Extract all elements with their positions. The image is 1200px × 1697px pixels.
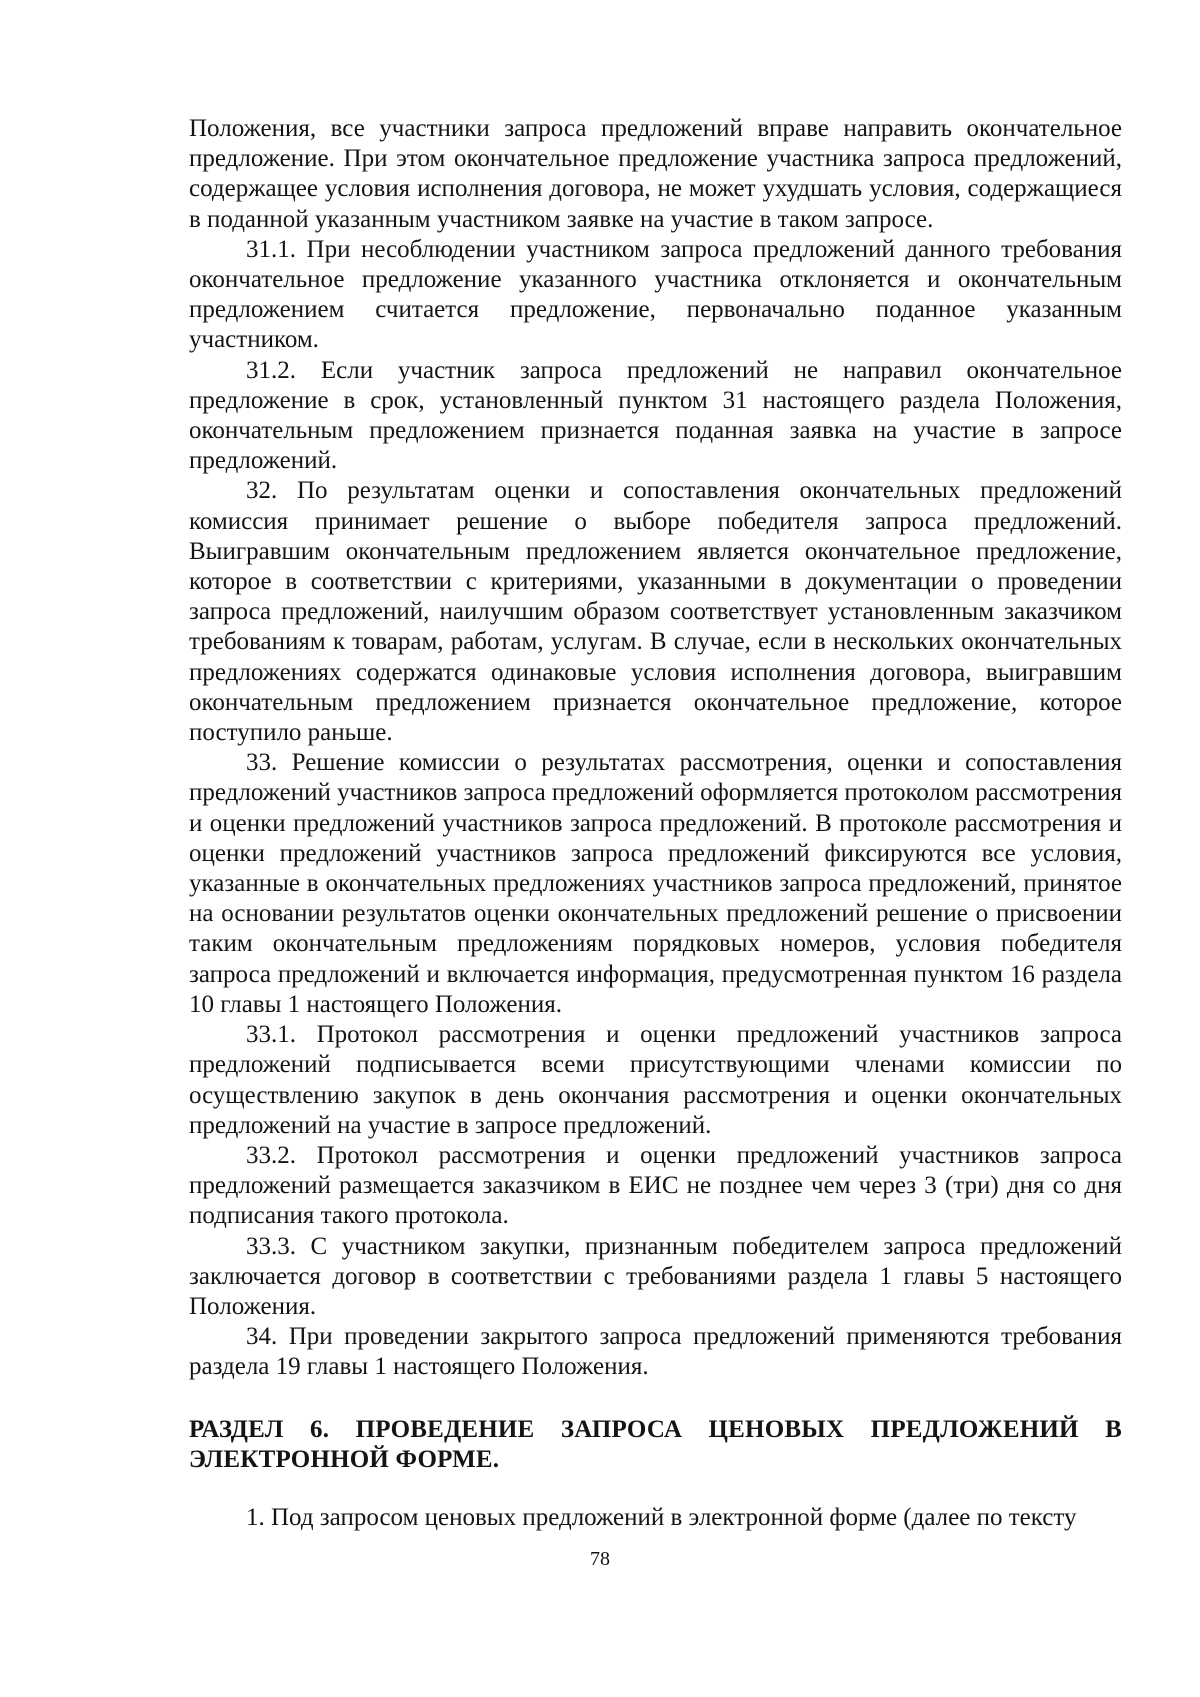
paragraph-32: 32. По результатам оценки и сопоставления окончательных предложений комиссия принимает решение о выборе победителя запроса предложений. Выигравшим окончательным предложением является окончательное предложение, которое в соответствии с критериями, указанными в документации о проведении запроса предложений, наилучшим образом соответствует установленным заказчиком требованиям к товарам, работам, услугам. В случае, если в нескольких окончательных предложениях содержатся одинаковые условия исполнения договора, выигравшим окончательным предложением признается окончательное предложение, которое поступило раньше. — [189, 477, 1122, 747]
paragraph-33-2: 33.2. Протокол рассмотрения и оценки предложений участников запроса предложений размещается заказчиком в ЕИС не позднее чем через 3 (три) дня со дня подписания такого протокола. — [189, 1141, 1122, 1230]
paragraph-section6-1: 1. Под запросом ценовых предложений в электронной форме (далее по тексту — [246, 1503, 1077, 1531]
paragraph-31-1: 31.1. При несоблюдении участником запроса предложений данного требования окончательное предложение указанного участника отклоняется и окончательным предложением считается предложение, первоначально поданное указанным участником. — [189, 235, 1122, 354]
paragraph-33-1: 33.1. Протокол рассмотрения и оценки предложений участников запроса предложений подписывается всеми присутствующими членами комиссии по осуществлению закупок в день окончания рассмотрения и оценки окончательных предложений на участие в запросе предложений. — [189, 1021, 1122, 1139]
paragraph-31-2: 31.2. Если участник запроса предложений не направил окончательное предложение в срок, установленный пунктом 31 настоящего раздела Положения, окончательным предложением признается поданная заявка на участие в запросе предложений. — [189, 356, 1122, 475]
page-number: 78 — [590, 1548, 610, 1570]
document-page — [189, 114, 1122, 1533]
paragraph-34: 34. При проведении закрытого запроса предложений применяются требования раздела 19 главы 1 настоящего Положения. — [189, 1323, 1122, 1381]
paragraph-33: 33. Решение комиссии о результатах рассмотрения, оценки и сопоставления предложений участников запроса предложений оформляется протоколом рассмотрения и оценки предложений участников запроса предложений. В протоколе рассмотрения и оценки предложений участников запроса предложений фиксируются все условия, указанные в окончательных предложениях участников запроса предложений, принятое на основании результатов оценки окончательных предложений решение о присвоении таким окончательным предложениям порядковых номеров, условия победителя запроса предложений и включается информация, предусмотренная пунктом 16 раздела 10 главы 1 настоящего Положения. — [189, 749, 1122, 1018]
paragraph-33-3: 33.3. С участником закупки, признанным победителем запроса предложений заключается договор в соответствии с требованиями раздела 1 главы 5 настоящего Положения. — [189, 1232, 1122, 1320]
paragraph: Положения, все участники запроса предложений вправе направить окончательное предложение. При этом окончательное предложение участника запроса предложений, содержащее условия исполнения договора, не может ухудшать условия, содержащиеся в поданной указанным участником заявке на участие в таком запросе. — [189, 115, 1122, 233]
section-heading: РАЗДЕЛ 6. ПРОВЕДЕНИЕ ЗАПРОСА ЦЕНОВЫХ ПРЕДЛОЖЕНИЙ В ЭЛЕКТРОННОЙ ФОРМЕ. — [189, 1415, 1122, 1473]
